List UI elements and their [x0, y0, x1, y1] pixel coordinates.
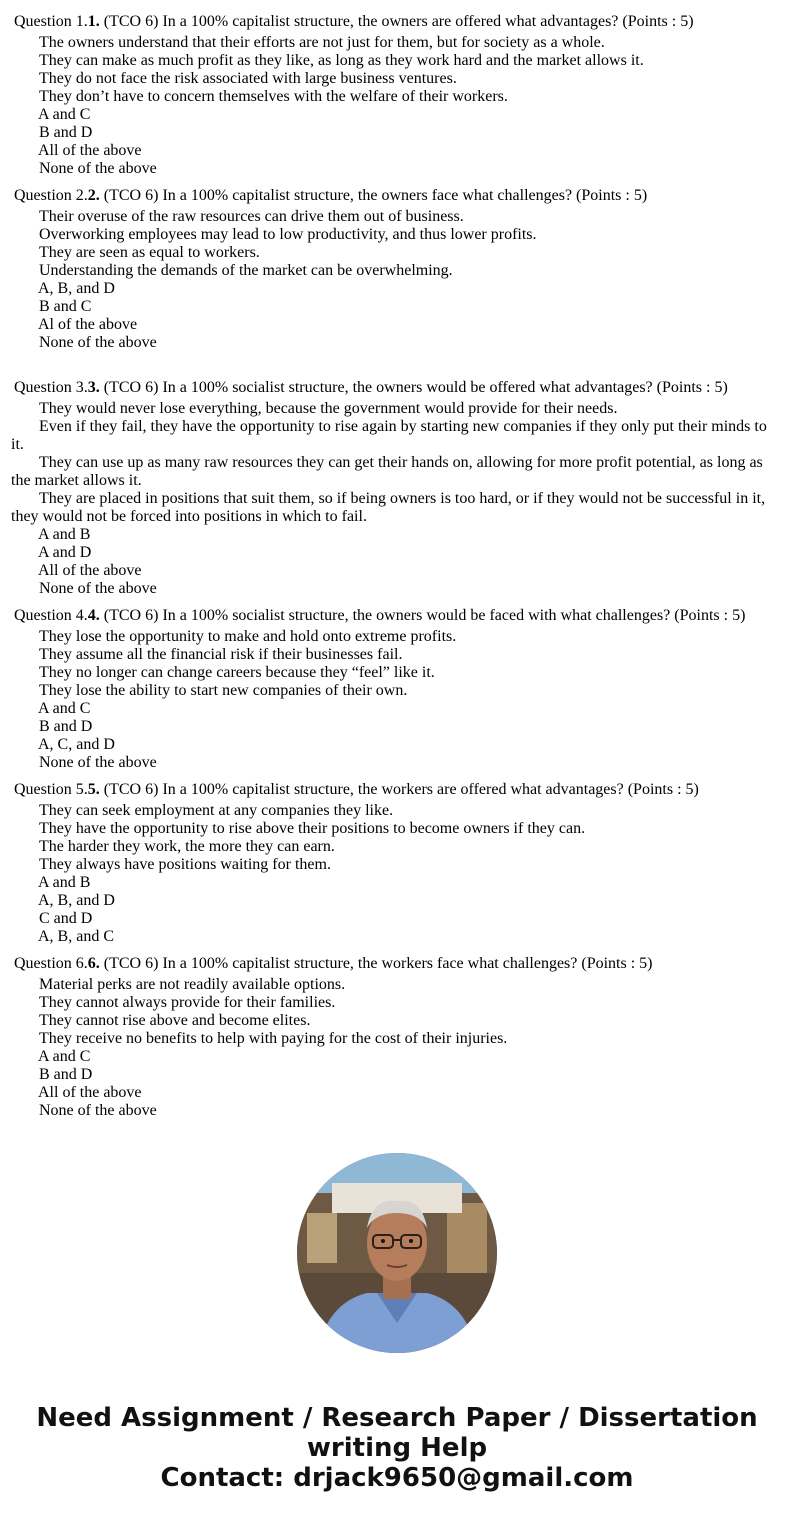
option: They assume all the financial risk if their businesses fail. [39, 646, 403, 663]
option: All of the above [38, 142, 142, 159]
option: Al of the above [38, 316, 138, 333]
option: None of the above [39, 334, 157, 351]
option: None of the above [39, 580, 157, 597]
option: A, B, and D [38, 280, 115, 297]
person-portrait-icon [297, 1153, 497, 1353]
question-5-options [11, 802, 771, 946]
author-photo [297, 1153, 497, 1353]
option: They always have positions waiting for them. [39, 856, 331, 873]
option: A and C [38, 1048, 91, 1065]
question-2 [11, 187, 771, 352]
question-4-title: Question 4.4. (TCO 6) In a 100% socialist structure, the owners would be faced with what challenges? (Points : 5) [14, 607, 746, 624]
option: They are placed in positions that suit them, so if being owners is too hard, or if they would not be successful in it, they would not be forced into positions in which to fail. [11, 490, 766, 525]
option: A, B, and D [38, 892, 115, 909]
option: They can use up as many raw resources they can get their hands on, allowing for more profit potential, as long as the market allows it. [11, 454, 763, 489]
question-4 [11, 607, 771, 772]
question-6-title: Question 6.6. (TCO 6) In a 100% capitalist structure, the workers face what challenges? (Points : 5) [14, 955, 653, 972]
option: B and D [39, 1066, 93, 1083]
option: Even if they fail, they have the opportunity to rise again by starting new companies if they only put their minds to it. [11, 418, 767, 453]
option: B and D [39, 124, 93, 141]
question-4-options [11, 628, 771, 772]
question-6-options [11, 976, 771, 1120]
question-5-title: Question 5.5. (TCO 6) In a 100% capitalist structure, the workers are offered what advantages? (Points : 5) [14, 781, 699, 798]
question-3-options [11, 400, 771, 598]
option: C and D [39, 910, 93, 927]
option: A, B, and C [38, 928, 114, 945]
option: B and D [39, 718, 93, 735]
option: All of the above [38, 1084, 142, 1101]
option: They cannot always provide for their families. [39, 994, 336, 1011]
option: All of the above [38, 562, 142, 579]
option: A and C [38, 700, 91, 717]
question-1-options [11, 34, 771, 178]
option: They lose the ability to start new companies of their own. [39, 682, 408, 699]
option: B and C [39, 298, 92, 315]
option: They do not face the risk associated with large business ventures. [39, 70, 457, 87]
question-6 [11, 955, 771, 1120]
option: They have the opportunity to rise above their positions to become owners if they can. [39, 820, 586, 837]
option: A and B [38, 874, 91, 891]
option: Overworking employees may lead to low productivity, and thus lower profits. [39, 226, 537, 243]
option: Understanding the demands of the market can be overwhelming. [39, 262, 453, 279]
footer-line-2: writing Help [306, 1433, 488, 1463]
option: They receive no benefits to help with paying for the cost of their injuries. [39, 1030, 508, 1047]
question-5 [11, 781, 771, 946]
option: A and D [38, 544, 92, 561]
option: None of the above [39, 160, 157, 177]
question-2-title: Question 2.2. (TCO 6) In a 100% capitalist structure, the owners face what challenges? (Points : 5) [14, 187, 648, 204]
option: They would never lose everything, because the government would provide for their needs. [39, 400, 618, 417]
question-1 [11, 13, 771, 178]
option: A and B [38, 526, 91, 543]
option: The owners understand that their efforts are not just for them, but for society as a whole. [39, 34, 605, 51]
option: They no longer can change careers because they “feel” like it. [39, 664, 435, 681]
question-1-title: Question 1.1. (TCO 6) In a 100% capitalist structure, the owners are offered what advantages? (Points : 5) [14, 13, 694, 30]
option: They can seek employment at any companies they like. [39, 802, 394, 819]
option: None of the above [39, 754, 157, 771]
question-3-title: Question 3.3. (TCO 6) In a 100% socialist structure, the owners would be offered what advantages? (Points : 5) [14, 379, 728, 396]
option: They are seen as equal to workers. [39, 244, 260, 261]
option: Material perks are not readily available options. [39, 976, 346, 993]
option: The harder they work, the more they can earn. [39, 838, 335, 855]
option: None of the above [39, 1102, 157, 1119]
option: They can make as much profit as they like, as long as they work hard and the market allows it. [39, 52, 644, 69]
footer-line-1: Need Assignment / Research Paper / Dissertation [36, 1403, 758, 1433]
contact-footer [0, 1403, 794, 1493]
option: A and C [38, 106, 91, 123]
option: They don’t have to concern themselves with the welfare of their workers. [39, 88, 508, 105]
option: Their overuse of the raw resources can drive them out of business. [39, 208, 464, 225]
option: They lose the opportunity to make and hold onto extreme profits. [39, 628, 457, 645]
option: A, C, and D [38, 736, 115, 753]
footer-contact-email: Contact: drjack9650@gmail.com [160, 1463, 634, 1493]
question-3 [11, 379, 771, 598]
question-2-options [11, 208, 771, 352]
option: They cannot rise above and become elites. [39, 1012, 311, 1029]
